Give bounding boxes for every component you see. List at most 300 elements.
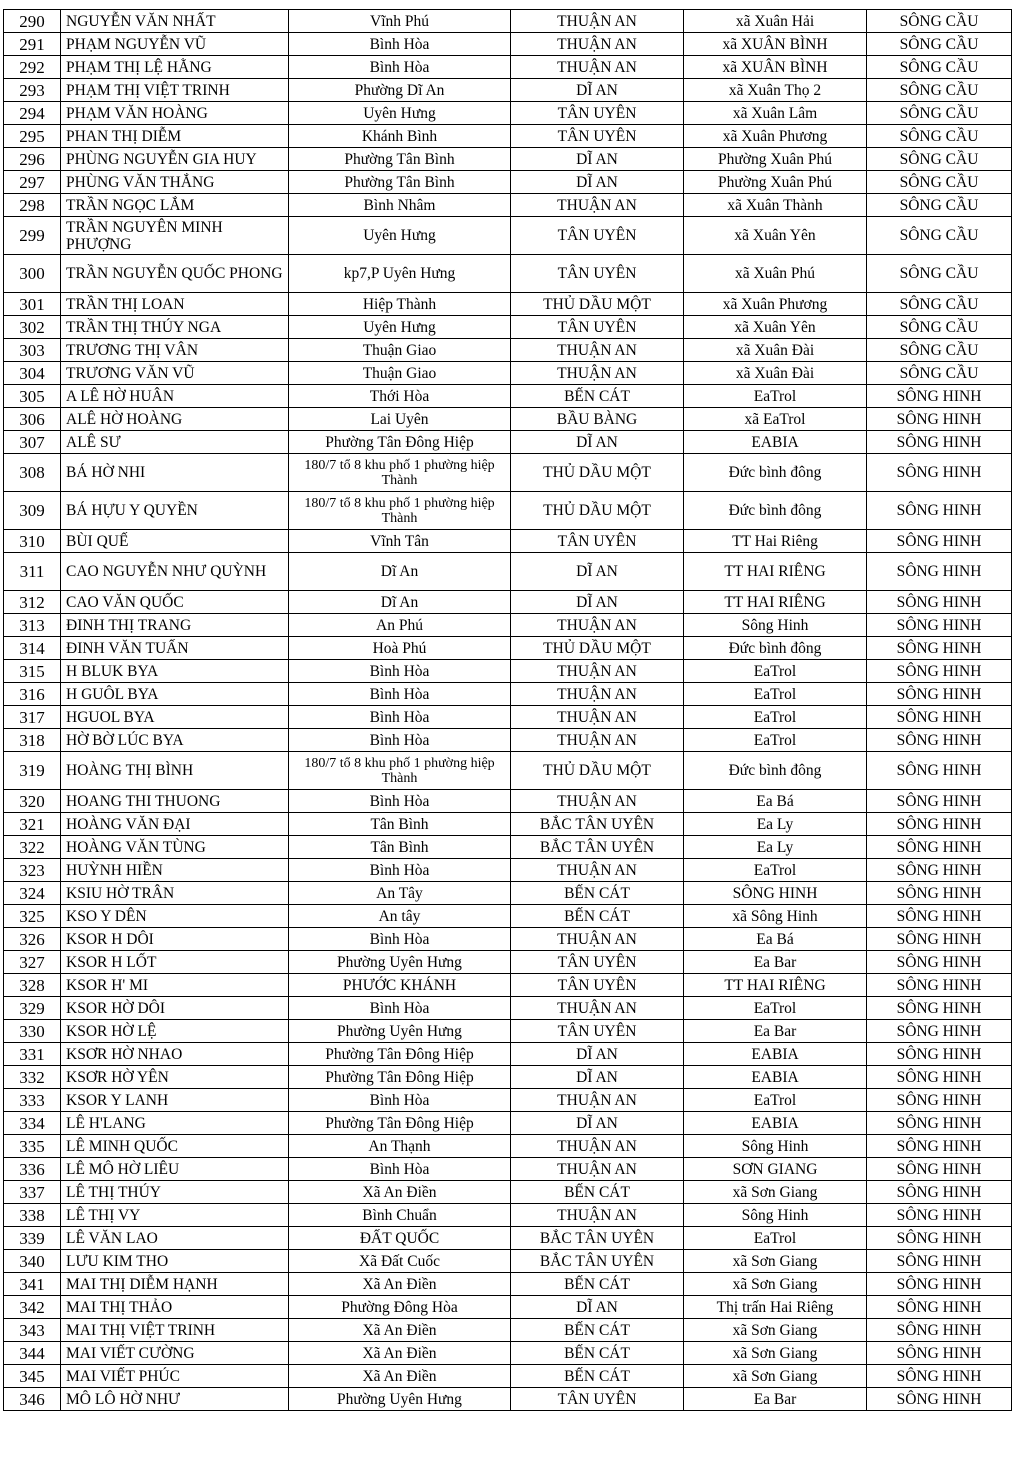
home-commune-cell: EaTrol xyxy=(684,660,867,683)
row-number-cell: 332 xyxy=(4,1066,61,1089)
table-row xyxy=(4,1089,1012,1112)
district-cell: THUẬN AN xyxy=(511,790,684,813)
home-commune-cell: Ea Bá xyxy=(684,790,867,813)
row-number-cell: 338 xyxy=(4,1204,61,1227)
full-name-cell: ĐINH VĂN TUẤN xyxy=(61,637,289,660)
table-row xyxy=(4,293,1012,316)
district-cell: TÂN UYÊN xyxy=(511,125,684,148)
table-row xyxy=(4,1112,1012,1135)
row-number-cell: 299 xyxy=(4,217,61,255)
full-name-cell: KSOR HỜ DÔI xyxy=(61,997,289,1020)
home-district-cell: SÔNG HINH xyxy=(867,790,1012,813)
home-commune-cell: Sông Hinh xyxy=(684,1204,867,1227)
district-cell: DĨ AN xyxy=(511,171,684,194)
home-district-cell: SÔNG HINH xyxy=(867,1112,1012,1135)
full-name-cell: KSƠR HỜ YÊN xyxy=(61,1066,289,1089)
district-cell: DĨ AN xyxy=(511,1043,684,1066)
table-row xyxy=(4,385,1012,408)
current-address-cell: Phường Uyên Hưng xyxy=(289,1388,511,1411)
row-number-cell: 306 xyxy=(4,408,61,431)
table-row xyxy=(4,905,1012,928)
home-commune-cell: EaTrol xyxy=(684,683,867,706)
row-number-cell: 321 xyxy=(4,813,61,836)
full-name-cell: MAI THỊ THẢO xyxy=(61,1296,289,1319)
table-row xyxy=(4,1273,1012,1296)
table-row xyxy=(4,591,1012,614)
district-cell: THUẬN AN xyxy=(511,10,684,33)
document-page xyxy=(3,9,1012,1411)
full-name-cell: KSƠR HỜ NHAO xyxy=(61,1043,289,1066)
current-address-cell: Phường Tân Bình xyxy=(289,171,511,194)
current-address-cell: An tây xyxy=(289,905,511,928)
district-cell: BẦU BÀNG xyxy=(511,408,684,431)
district-cell: TÂN UYÊN xyxy=(511,951,684,974)
table-row xyxy=(4,408,1012,431)
home-district-cell: SÔNG HINH xyxy=(867,637,1012,660)
full-name-cell: LÊ MINH QUỐC xyxy=(61,1135,289,1158)
full-name-cell: LÊ THỊ VY xyxy=(61,1204,289,1227)
home-district-cell: SÔNG CẦU xyxy=(867,255,1012,293)
district-cell: THUẬN AN xyxy=(511,339,684,362)
full-name-cell: KSOR Y LANH xyxy=(61,1089,289,1112)
home-district-cell: SÔNG HINH xyxy=(867,431,1012,454)
home-district-cell: SÔNG CẦU xyxy=(867,339,1012,362)
district-cell: THUẬN AN xyxy=(511,683,684,706)
current-address-cell: Bình Hòa xyxy=(289,33,511,56)
district-cell: BẾN CÁT xyxy=(511,1319,684,1342)
home-district-cell: SÔNG HINH xyxy=(867,951,1012,974)
home-commune-cell: EaTrol xyxy=(684,1227,867,1250)
current-address-cell: Uyên Hưng xyxy=(289,316,511,339)
home-district-cell: SÔNG HINH xyxy=(867,1342,1012,1365)
home-district-cell: SÔNG HINH xyxy=(867,836,1012,859)
table-row xyxy=(4,836,1012,859)
row-number-cell: 294 xyxy=(4,102,61,125)
district-cell: THUẬN AN xyxy=(511,859,684,882)
district-cell: DĨ AN xyxy=(511,1296,684,1319)
home-district-cell: SÔNG HINH xyxy=(867,997,1012,1020)
row-number-cell: 334 xyxy=(4,1112,61,1135)
current-address-cell: Uyên Hưng xyxy=(289,102,511,125)
home-district-cell: SÔNG CẦU xyxy=(867,316,1012,339)
home-commune-cell: xã Xuân Yên xyxy=(684,217,867,255)
home-commune-cell: Ea Ly xyxy=(684,836,867,859)
table-row xyxy=(4,255,1012,293)
current-address-cell: 180/7 tổ 8 khu phố 1 phường hiệp Thành xyxy=(289,492,511,530)
current-address-cell: Bình Hòa xyxy=(289,683,511,706)
current-address-cell: Bình Hòa xyxy=(289,660,511,683)
row-number-cell: 323 xyxy=(4,859,61,882)
full-name-cell: TRẦN NGUYÊN MINH PHƯỢNG xyxy=(61,217,289,255)
row-number-cell: 302 xyxy=(4,316,61,339)
home-district-cell: SÔNG CẦU xyxy=(867,148,1012,171)
table-row xyxy=(4,1204,1012,1227)
current-address-cell: Xã An Điền xyxy=(289,1319,511,1342)
row-number-cell: 331 xyxy=(4,1043,61,1066)
home-commune-cell: xã Xuân Phương xyxy=(684,293,867,316)
current-address-cell: Hiệp Thành xyxy=(289,293,511,316)
home-commune-cell: Đức bình đông xyxy=(684,637,867,660)
home-commune-cell: Ea Bá xyxy=(684,928,867,951)
home-district-cell: SÔNG HINH xyxy=(867,660,1012,683)
district-cell: BẮC TÂN UYÊN xyxy=(511,1227,684,1250)
table-row xyxy=(4,316,1012,339)
current-address-cell: Vĩnh Phú xyxy=(289,10,511,33)
full-name-cell: HỜ BỜ LÚC BYA xyxy=(61,729,289,752)
home-commune-cell: xã Xuân Hải xyxy=(684,10,867,33)
current-address-cell: Tân Bình xyxy=(289,836,511,859)
home-district-cell: SÔNG HINH xyxy=(867,1158,1012,1181)
table-row xyxy=(4,171,1012,194)
district-cell: THỦ DẦU MỘT xyxy=(511,454,684,492)
full-name-cell: CAO VĂN QUỐC xyxy=(61,591,289,614)
row-number-cell: 310 xyxy=(4,530,61,553)
home-commune-cell: Thị trấn Hai Riêng xyxy=(684,1296,867,1319)
home-commune-cell: EaTrol xyxy=(684,729,867,752)
row-number-cell: 295 xyxy=(4,125,61,148)
home-commune-cell: EaTrol xyxy=(684,859,867,882)
current-address-cell: 180/7 tổ 8 khu phố 1 phường hiệp Thành xyxy=(289,454,511,492)
row-number-cell: 322 xyxy=(4,836,61,859)
full-name-cell: MÔ LÔ HỜ NHƯ xyxy=(61,1388,289,1411)
table-row xyxy=(4,1319,1012,1342)
home-district-cell: SÔNG HINH xyxy=(867,614,1012,637)
home-commune-cell: EABIA xyxy=(684,1043,867,1066)
district-cell: DĨ AN xyxy=(511,591,684,614)
table-row xyxy=(4,1296,1012,1319)
current-address-cell: Lai Uyên xyxy=(289,408,511,431)
row-number-cell: 316 xyxy=(4,683,61,706)
table-row xyxy=(4,33,1012,56)
row-number-cell: 342 xyxy=(4,1296,61,1319)
row-number-cell: 333 xyxy=(4,1089,61,1112)
row-number-cell: 345 xyxy=(4,1365,61,1388)
full-name-cell: ALÊ HỜ HOÀNG xyxy=(61,408,289,431)
row-number-cell: 328 xyxy=(4,974,61,997)
home-district-cell: SÔNG HINH xyxy=(867,1250,1012,1273)
home-commune-cell: Sông Hinh xyxy=(684,614,867,637)
home-commune-cell: Ea Bar xyxy=(684,1388,867,1411)
row-number-cell: 329 xyxy=(4,997,61,1020)
row-number-cell: 309 xyxy=(4,492,61,530)
table-row xyxy=(4,1181,1012,1204)
full-name-cell: PHẠM THỊ LỆ HẰNG xyxy=(61,56,289,79)
district-cell: DĨ AN xyxy=(511,431,684,454)
full-name-cell: KSOR HỜ LỆ xyxy=(61,1020,289,1043)
full-name-cell: PHAN THỊ DIỄM xyxy=(61,125,289,148)
current-address-cell: Bình Chuẩn xyxy=(289,1204,511,1227)
full-name-cell: ALÊ SƯ xyxy=(61,431,289,454)
district-cell: TÂN UYÊN xyxy=(511,102,684,125)
home-commune-cell: xã Xuân Phú xyxy=(684,255,867,293)
full-name-cell: LÊ H'LANG xyxy=(61,1112,289,1135)
full-name-cell: PHẠM VĂN HOÀNG xyxy=(61,102,289,125)
district-cell: BẾN CÁT xyxy=(511,882,684,905)
full-name-cell: TRẦN THỊ LOAN xyxy=(61,293,289,316)
full-name-cell: HUỲNH HIỀN xyxy=(61,859,289,882)
home-commune-cell: xã Sông Hinh xyxy=(684,905,867,928)
row-number-cell: 301 xyxy=(4,293,61,316)
row-number-cell: 318 xyxy=(4,729,61,752)
current-address-cell: Phường Dĩ An xyxy=(289,79,511,102)
table-row xyxy=(4,1227,1012,1250)
current-address-cell: Bình Hòa xyxy=(289,706,511,729)
home-commune-cell: Ea Ly xyxy=(684,813,867,836)
home-district-cell: SÔNG CẦU xyxy=(867,194,1012,217)
district-cell: THUẬN AN xyxy=(511,1135,684,1158)
table-row xyxy=(4,1020,1012,1043)
full-name-cell: KSOR H DÔI xyxy=(61,928,289,951)
home-district-cell: SÔNG HINH xyxy=(867,1296,1012,1319)
current-address-cell: Khánh Bình xyxy=(289,125,511,148)
full-name-cell: TRẦN NGUYỄN QUỐC PHONG xyxy=(61,255,289,293)
full-name-cell: MAI VIẾT CƯỜNG xyxy=(61,1342,289,1365)
current-address-cell: Thuận Giao xyxy=(289,362,511,385)
district-cell: BẾN CÁT xyxy=(511,385,684,408)
full-name-cell: A LÊ HỜ HUÂN xyxy=(61,385,289,408)
home-district-cell: SÔNG HINH xyxy=(867,385,1012,408)
home-commune-cell: TT HAI RIÊNG xyxy=(684,974,867,997)
table-row xyxy=(4,882,1012,905)
home-commune-cell: Đức bình đông xyxy=(684,492,867,530)
current-address-cell: Dĩ An xyxy=(289,591,511,614)
table-row xyxy=(4,928,1012,951)
full-name-cell: BÙI QUẾ xyxy=(61,530,289,553)
home-district-cell: SÔNG CẦU xyxy=(867,102,1012,125)
full-name-cell: HOÀNG VĂN ĐẠI xyxy=(61,813,289,836)
full-name-cell: KSOR H' MI xyxy=(61,974,289,997)
table-row xyxy=(4,974,1012,997)
home-district-cell: SÔNG HINH xyxy=(867,454,1012,492)
table-row xyxy=(4,530,1012,553)
district-cell: BẮC TÂN UYÊN xyxy=(511,836,684,859)
table-row xyxy=(4,1135,1012,1158)
table-row xyxy=(4,1043,1012,1066)
full-name-cell: KSO Y DÊN xyxy=(61,905,289,928)
home-district-cell: SÔNG HINH xyxy=(867,974,1012,997)
table-row xyxy=(4,217,1012,255)
home-commune-cell: EaTrol xyxy=(684,1089,867,1112)
full-name-cell: PHẠM THỊ VIỆT TRINH xyxy=(61,79,289,102)
row-number-cell: 324 xyxy=(4,882,61,905)
district-cell: BẾN CÁT xyxy=(511,1181,684,1204)
home-district-cell: SÔNG HINH xyxy=(867,1020,1012,1043)
district-cell: DĨ AN xyxy=(511,553,684,591)
full-name-cell: KSOR H LỐT xyxy=(61,951,289,974)
home-commune-cell: xã Sơn Giang xyxy=(684,1181,867,1204)
district-cell: TÂN UYÊN xyxy=(511,217,684,255)
full-name-cell: H GUÔL BYA xyxy=(61,683,289,706)
district-cell: THỦ DẦU MỘT xyxy=(511,492,684,530)
full-name-cell: MAI VIẾT PHÚC xyxy=(61,1365,289,1388)
row-number-cell: 307 xyxy=(4,431,61,454)
district-cell: BẾN CÁT xyxy=(511,1273,684,1296)
current-address-cell: Bình Hòa xyxy=(289,729,511,752)
district-cell: TÂN UYÊN xyxy=(511,974,684,997)
current-address-cell: Thới Hòa xyxy=(289,385,511,408)
full-name-cell: CAO NGUYỄN NHƯ QUỲNH xyxy=(61,553,289,591)
home-commune-cell: TT HAI RIÊNG xyxy=(684,591,867,614)
current-address-cell: Xã An Điền xyxy=(289,1342,511,1365)
district-cell: THUẬN AN xyxy=(511,1204,684,1227)
row-number-cell: 291 xyxy=(4,33,61,56)
current-address-cell: Dĩ An xyxy=(289,553,511,591)
row-number-cell: 297 xyxy=(4,171,61,194)
table-row xyxy=(4,431,1012,454)
row-number-cell: 346 xyxy=(4,1388,61,1411)
full-name-cell: LÊ THỊ THÚY xyxy=(61,1181,289,1204)
current-address-cell: Phường Tân Đông Hiệp xyxy=(289,1112,511,1135)
table-row xyxy=(4,997,1012,1020)
home-district-cell: SÔNG HINH xyxy=(867,752,1012,790)
table-row xyxy=(4,125,1012,148)
current-address-cell: Xã An Điền xyxy=(289,1273,511,1296)
full-name-cell: MAI THỊ DIỄM HẠNH xyxy=(61,1273,289,1296)
table-row xyxy=(4,553,1012,591)
home-commune-cell: TT HAI RIÊNG xyxy=(684,553,867,591)
home-district-cell: SÔNG HINH xyxy=(867,706,1012,729)
home-commune-cell: EABIA xyxy=(684,1066,867,1089)
home-commune-cell: Phường Xuân Phú xyxy=(684,171,867,194)
table-row xyxy=(4,339,1012,362)
district-cell: DĨ AN xyxy=(511,148,684,171)
current-address-cell: An Tây xyxy=(289,882,511,905)
current-address-cell: Bình Hòa xyxy=(289,56,511,79)
home-commune-cell: Ea Bar xyxy=(684,951,867,974)
district-cell: THUẬN AN xyxy=(511,194,684,217)
home-commune-cell: Phường Xuân Phú xyxy=(684,148,867,171)
current-address-cell: Phường Tân Đông Hiệp xyxy=(289,1043,511,1066)
district-cell: THUẬN AN xyxy=(511,706,684,729)
full-name-cell: HOANG THI THUONG xyxy=(61,790,289,813)
home-commune-cell: SƠN GIANG xyxy=(684,1158,867,1181)
home-district-cell: SÔNG CẦU xyxy=(867,293,1012,316)
home-district-cell: SÔNG HINH xyxy=(867,530,1012,553)
district-cell: TÂN UYÊN xyxy=(511,316,684,339)
district-cell: BẾN CÁT xyxy=(511,1365,684,1388)
row-number-cell: 344 xyxy=(4,1342,61,1365)
home-commune-cell: Đức bình đông xyxy=(684,752,867,790)
full-name-cell: LÊ VĂN LAO xyxy=(61,1227,289,1250)
current-address-cell: Phường Tân Bình xyxy=(289,148,511,171)
district-cell: TÂN UYÊN xyxy=(511,530,684,553)
table-row xyxy=(4,79,1012,102)
home-district-cell: SÔNG CẦU xyxy=(867,217,1012,255)
home-commune-cell: xã Xuân Thành xyxy=(684,194,867,217)
home-district-cell: SÔNG HINH xyxy=(867,1388,1012,1411)
home-district-cell: SÔNG HINH xyxy=(867,492,1012,530)
home-district-cell: SÔNG HINH xyxy=(867,1227,1012,1250)
current-address-cell: Bình Hòa xyxy=(289,859,511,882)
district-cell: THUẬN AN xyxy=(511,614,684,637)
row-number-cell: 326 xyxy=(4,928,61,951)
row-number-cell: 304 xyxy=(4,362,61,385)
full-name-cell: BÁ HỜ NHI xyxy=(61,454,289,492)
table-row xyxy=(4,148,1012,171)
home-commune-cell: xã Sơn Giang xyxy=(684,1319,867,1342)
home-commune-cell: xã XUÂN BÌNH xyxy=(684,33,867,56)
row-number-cell: 343 xyxy=(4,1319,61,1342)
district-cell: TÂN UYÊN xyxy=(511,1020,684,1043)
home-district-cell: SÔNG HINH xyxy=(867,591,1012,614)
district-cell: THUẬN AN xyxy=(511,660,684,683)
row-number-cell: 330 xyxy=(4,1020,61,1043)
row-number-cell: 296 xyxy=(4,148,61,171)
row-number-cell: 325 xyxy=(4,905,61,928)
home-district-cell: SÔNG HINH xyxy=(867,859,1012,882)
district-cell: THUẬN AN xyxy=(511,362,684,385)
current-address-cell: An Phú xyxy=(289,614,511,637)
current-address-cell: 180/7 tổ 8 khu phố 1 phường hiệp Thành xyxy=(289,752,511,790)
home-district-cell: SÔNG CẦU xyxy=(867,125,1012,148)
home-district-cell: SÔNG HINH xyxy=(867,1365,1012,1388)
home-commune-cell: xã Xuân Lâm xyxy=(684,102,867,125)
district-cell: TÂN UYÊN xyxy=(511,255,684,293)
table-row xyxy=(4,194,1012,217)
home-district-cell: SÔNG HINH xyxy=(867,553,1012,591)
current-address-cell: Vĩnh Tân xyxy=(289,530,511,553)
table-row xyxy=(4,1250,1012,1273)
table-row xyxy=(4,729,1012,752)
current-address-cell: Hoà Phú xyxy=(289,637,511,660)
home-commune-cell: xã EaTrol xyxy=(684,408,867,431)
row-number-cell: 320 xyxy=(4,790,61,813)
full-name-cell: TRƯƠNG VĂN VŨ xyxy=(61,362,289,385)
home-district-cell: SÔNG CẦU xyxy=(867,171,1012,194)
home-commune-cell: xã Sơn Giang xyxy=(684,1365,867,1388)
table-row xyxy=(4,1158,1012,1181)
current-address-cell: Bình Hòa xyxy=(289,1089,511,1112)
current-address-cell: Phường Đông Hòa xyxy=(289,1296,511,1319)
row-number-cell: 327 xyxy=(4,951,61,974)
table-row xyxy=(4,790,1012,813)
home-commune-cell: EaTrol xyxy=(684,706,867,729)
table-row xyxy=(4,362,1012,385)
full-name-cell: HGUOL BYA xyxy=(61,706,289,729)
table-body xyxy=(4,10,1012,1411)
row-number-cell: 312 xyxy=(4,591,61,614)
home-district-cell: SÔNG HINH xyxy=(867,1066,1012,1089)
table-row xyxy=(4,1066,1012,1089)
district-cell: DĨ AN xyxy=(511,79,684,102)
home-district-cell: SÔNG HINH xyxy=(867,1319,1012,1342)
row-number-cell: 317 xyxy=(4,706,61,729)
home-district-cell: SÔNG HINH xyxy=(867,1135,1012,1158)
home-district-cell: SÔNG HINH xyxy=(867,408,1012,431)
full-name-cell: NGUYỄN VĂN NHẤT xyxy=(61,10,289,33)
current-address-cell: kp7,P Uyên Hưng xyxy=(289,255,511,293)
table-row xyxy=(4,1388,1012,1411)
current-address-cell: Xã Đất Cuốc xyxy=(289,1250,511,1273)
current-address-cell: Xã An Điền xyxy=(289,1365,511,1388)
row-number-cell: 340 xyxy=(4,1250,61,1273)
current-address-cell: Bình Hòa xyxy=(289,790,511,813)
full-name-cell: KSIU HỜ TRÂN xyxy=(61,882,289,905)
current-address-cell: ĐẤT QUỐC xyxy=(289,1227,511,1250)
full-name-cell: HOÀNG THỊ BÌNH xyxy=(61,752,289,790)
current-address-cell: Tân Bình xyxy=(289,813,511,836)
home-commune-cell: xã Xuân Phương xyxy=(684,125,867,148)
current-address-cell: PHƯỚC KHÁNH xyxy=(289,974,511,997)
home-district-cell: SÔNG HINH xyxy=(867,813,1012,836)
table-row xyxy=(4,637,1012,660)
table-row xyxy=(4,752,1012,790)
row-number-cell: 319 xyxy=(4,752,61,790)
district-cell: BẾN CÁT xyxy=(511,905,684,928)
district-cell: THUẬN AN xyxy=(511,33,684,56)
home-commune-cell: xã Xuân Yên xyxy=(684,316,867,339)
full-name-cell: BÁ HỰU Y QUYỀN xyxy=(61,492,289,530)
